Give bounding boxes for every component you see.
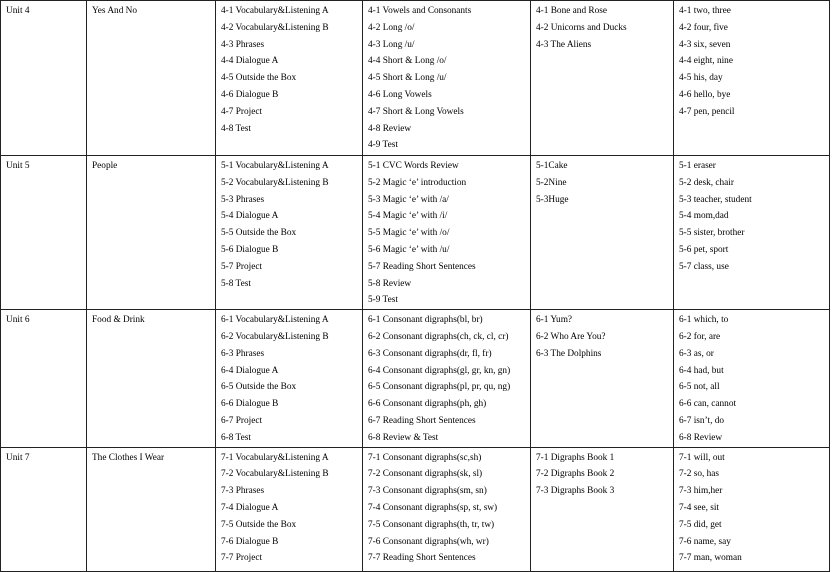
phonics-list-item: 6-1 Consonant digraphs(bl, br) <box>368 315 483 326</box>
sight-word-list-item: 6-8 Review <box>679 432 723 443</box>
sight-word-list-item: 5-5 sister, brother <box>679 228 745 239</box>
theme-label: People <box>92 161 118 171</box>
phonics-list-item: 5-4 Magic ‘e’ with /i/ <box>368 211 448 222</box>
lesson-list-item: 6-8 Test <box>221 432 251 443</box>
lesson-list-item: 5-7 Project <box>221 261 263 272</box>
lesson-list-item: 6-2 Vocabulary&Listening B <box>221 331 329 342</box>
phonics-list-item: 4-7 Short & Long Vowels <box>368 106 464 117</box>
reader-list-item: 7-1 Digraphs Book 1 <box>536 452 615 463</box>
theme-cell <box>87 310 216 447</box>
lesson-list-cell <box>216 310 363 447</box>
sight-word-list-item: 4-1 two, three <box>679 6 731 16</box>
reader-list-item: 7-2 Digraphs Book 2 <box>536 469 615 480</box>
sight-word-list-item: 7-4 see, sit <box>679 502 720 513</box>
reader-list-item: 5-1Cake <box>536 161 568 171</box>
sight-word-list-cell <box>674 447 830 571</box>
reader-list-item: 5-3Huge <box>536 194 569 205</box>
phonics-list-item: 4-8 Review <box>368 123 412 134</box>
sight-word-list-item: 5-6 pet, sport <box>679 244 729 255</box>
phonics-list-item: 6-5 Consonant digraphs(pl, pr, qu, ng) <box>368 382 511 393</box>
theme-label: The Clothes I Wear <box>92 452 165 463</box>
phonics-list-item: 5-9 Test <box>368 295 398 306</box>
phonics-list-item: 4-5 Short & Long /u/ <box>368 73 447 84</box>
phonics-list-item: 6-6 Consonant digraphs(ph, gh) <box>368 399 487 410</box>
sight-word-list-item: 7-2 so, has <box>679 469 720 480</box>
phonics-list-item: 5-7 Reading Short Sentences <box>368 261 476 272</box>
phonics-list-item: 6-8 Review & Test <box>368 432 439 443</box>
phonics-list-item: 6-7 Reading Short Sentences <box>368 415 476 426</box>
sight-word-list-item: 7-7 man, woman <box>679 553 742 564</box>
lesson-list-item: 7-7 Project <box>221 553 263 564</box>
lesson-list-item: 5-6 Dialogue B <box>221 244 279 255</box>
lesson-list-item: 7-4 Dialogue A <box>221 502 279 513</box>
sight-word-list-item: 6-4 had, but <box>679 365 724 376</box>
lesson-list-item: 4-5 Outside the Box <box>221 73 297 84</box>
sight-word-list-item: 4-3 six, seven <box>679 39 731 50</box>
lesson-list-item: 4-6 Dialogue B <box>221 89 279 100</box>
reader-list-cell <box>531 447 674 571</box>
table-row <box>1 310 830 447</box>
reader-list-item: 6-1 Yum? <box>536 315 573 326</box>
right-border-fragment <box>829 0 830 36</box>
lesson-list-item: 6-7 Project <box>221 415 263 426</box>
unit-cell <box>1 1 87 156</box>
sight-word-list-item: 7-5 did, get <box>679 519 722 530</box>
sight-word-list-item: 6-7 isn’t, do <box>679 415 725 426</box>
lesson-list-item: 5-4 Dialogue A <box>221 211 279 222</box>
lesson-list-item: 7-1 Vocabulary&Listening A <box>221 452 329 463</box>
sight-word-list-item: 5-7 class, use <box>679 261 729 272</box>
reader-list-item: 4-2 Unicorns and Ducks <box>536 22 627 33</box>
curriculum-table-body <box>1 1 830 572</box>
phonics-list-item: 4-6 Long Vowels <box>368 89 432 100</box>
reader-list-item: 4-3 The Aliens <box>536 39 592 50</box>
phonics-list-item: 5-5 Magic ‘e’ with /o/ <box>368 228 450 239</box>
lesson-list-item: 4-1 Vocabulary&Listening A <box>221 6 329 16</box>
phonics-list-cell <box>363 156 531 310</box>
lesson-list-item: 4-8 Test <box>221 123 251 134</box>
lesson-list-item: 5-8 Test <box>221 278 251 289</box>
lesson-list-item: 6-5 Outside the Box <box>221 382 297 393</box>
sight-word-list-item: 5-3 teacher, student <box>679 194 752 205</box>
lesson-list-item: 7-5 Outside the Box <box>221 519 297 530</box>
phonics-list-cell <box>363 447 531 571</box>
sight-word-list-item: 6-5 not, all <box>679 382 720 393</box>
sight-word-list-cell <box>674 156 830 310</box>
table-row <box>1 1 830 156</box>
phonics-list-item: 7-2 Consonant digraphs(sk, sl) <box>368 469 483 480</box>
lesson-list-cell <box>216 447 363 571</box>
phonics-list-item: 5-1 CVC Words Review <box>368 161 459 171</box>
reader-list-cell <box>531 1 674 156</box>
theme-cell <box>87 1 216 156</box>
phonics-list-cell <box>363 310 531 447</box>
phonics-list-item: 7-4 Consonant digraphs(sp, st, sw) <box>368 502 498 513</box>
lesson-list-item: 7-6 Dialogue B <box>221 536 279 547</box>
sight-word-list-item: 6-3 as, or <box>679 348 714 359</box>
right-border-fragment <box>829 155 830 298</box>
unit-label: Unit 7 <box>6 452 30 463</box>
lesson-list-item: 4-3 Phrases <box>221 39 265 50</box>
phonics-list-item: 6-2 Consonant digraphs(ch, ck, cl, cr) <box>368 331 509 342</box>
lesson-list-item: 5-2 Vocabulary&Listening B <box>221 177 329 188</box>
reader-list-item: 6-2 Who Are You? <box>536 331 606 342</box>
sight-word-list-cell <box>674 1 830 156</box>
table-row <box>1 447 830 571</box>
unit-cell <box>1 310 87 447</box>
phonics-list-cell <box>363 1 531 156</box>
sight-word-list-item: 4-6 hello, bye <box>679 89 731 100</box>
unit-label: Unit 6 <box>6 315 30 326</box>
sight-word-list-item: 4-5 his, day <box>679 73 723 84</box>
theme-label: Yes And No <box>92 6 138 16</box>
phonics-list-item: 4-4 Short & Long /o/ <box>368 56 447 67</box>
reader-list-item: 7-3 Digraphs Book 3 <box>536 486 615 497</box>
sight-word-list-cell <box>674 310 830 447</box>
phonics-list-item: 5-8 Review <box>368 278 412 289</box>
phonics-list-item: 7-5 Consonant digraphs(th, tr, tw) <box>368 519 495 530</box>
phonics-list-item: 4-2 Long /o/ <box>368 22 415 33</box>
reader-list-item: 4-1 Bone and Rose <box>536 6 608 16</box>
lesson-list-item: 6-3 Phrases <box>221 348 265 359</box>
phonics-list-item: 5-3 Magic ‘e’ with /a/ <box>368 194 449 205</box>
phonics-list-item: 5-2 Magic ‘e’ introduction <box>368 177 467 188</box>
sight-word-list-item: 5-2 desk, chair <box>679 177 734 188</box>
phonics-list-item: 7-1 Consonant digraphs(sc,sh) <box>368 452 482 463</box>
reader-list-item: 5-2Nine <box>536 177 567 188</box>
phonics-list-item: 4-3 Long /u/ <box>368 39 415 50</box>
lesson-list-item: 7-2 Vocabulary&Listening B <box>221 469 329 480</box>
sight-word-list-item: 5-4 mom,dad <box>679 211 729 222</box>
unit-label: Unit 4 <box>6 6 30 16</box>
phonics-list-item: 6-4 Consonant digraphs(gl, gr, kn, gn) <box>368 365 511 376</box>
lesson-list-cell <box>216 1 363 156</box>
lesson-list-item: 7-3 Phrases <box>221 486 265 497</box>
sight-word-list-item: 7-3 him,her <box>679 486 723 497</box>
table-row <box>1 156 830 310</box>
phonics-list-item: 7-6 Consonant digraphs(wh, wr) <box>368 536 489 547</box>
reader-list-cell <box>531 156 674 310</box>
phonics-list-item: 4-9 Test <box>368 140 398 151</box>
sight-word-list-item: 4-4 eight, nine <box>679 56 733 67</box>
unit-label: Unit 5 <box>6 161 30 171</box>
reader-list-cell <box>531 310 674 447</box>
sight-word-list-item: 4-7 pen, pencil <box>679 106 735 117</box>
phonics-list-item: 7-3 Consonant digraphs(sm, sn) <box>368 486 487 497</box>
unit-cell <box>1 447 87 571</box>
lesson-list-item: 6-6 Dialogue B <box>221 399 279 410</box>
phonics-list-item: 5-6 Magic ‘e’ with /u/ <box>368 244 450 255</box>
phonics-list-item: 4-1 Vowels and Consonants <box>368 6 472 16</box>
phonics-list-item: 6-3 Consonant digraphs(dr, fl, fr) <box>368 348 492 359</box>
sight-word-list-item: 5-1 eraser <box>679 161 716 171</box>
lesson-list-item: 5-1 Vocabulary&Listening A <box>221 161 329 171</box>
lesson-list-item: 4-7 Project <box>221 106 263 117</box>
sight-word-list-item: 6-2 for, are <box>679 331 721 342</box>
theme-cell <box>87 447 216 571</box>
theme-cell <box>87 156 216 310</box>
lesson-list-item: 5-3 Phrases <box>221 194 265 205</box>
sight-word-list-item: 7-6 name, say <box>679 536 731 547</box>
lesson-list-cell <box>216 156 363 310</box>
sight-word-list-item: 6-1 which, to <box>679 315 729 326</box>
unit-cell <box>1 156 87 310</box>
theme-label: Food & Drink <box>92 315 145 326</box>
lesson-list-item: 4-4 Dialogue A <box>221 56 279 67</box>
phonics-list-item: 7-7 Reading Short Sentences <box>368 553 476 564</box>
lesson-list-item: 4-2 Vocabulary&Listening B <box>221 22 329 33</box>
reader-list-item: 6-3 The Dolphins <box>536 348 602 359</box>
lesson-list-item: 6-4 Dialogue A <box>221 365 279 376</box>
lesson-list-item: 6-1 Vocabulary&Listening A <box>221 315 329 326</box>
lesson-list-item: 5-5 Outside the Box <box>221 228 297 239</box>
sight-word-list-item: 6-6 can, cannot <box>679 399 737 410</box>
sight-word-list-item: 7-1 will, out <box>679 452 725 463</box>
sight-word-list-item: 4-2 four, five <box>679 22 728 33</box>
